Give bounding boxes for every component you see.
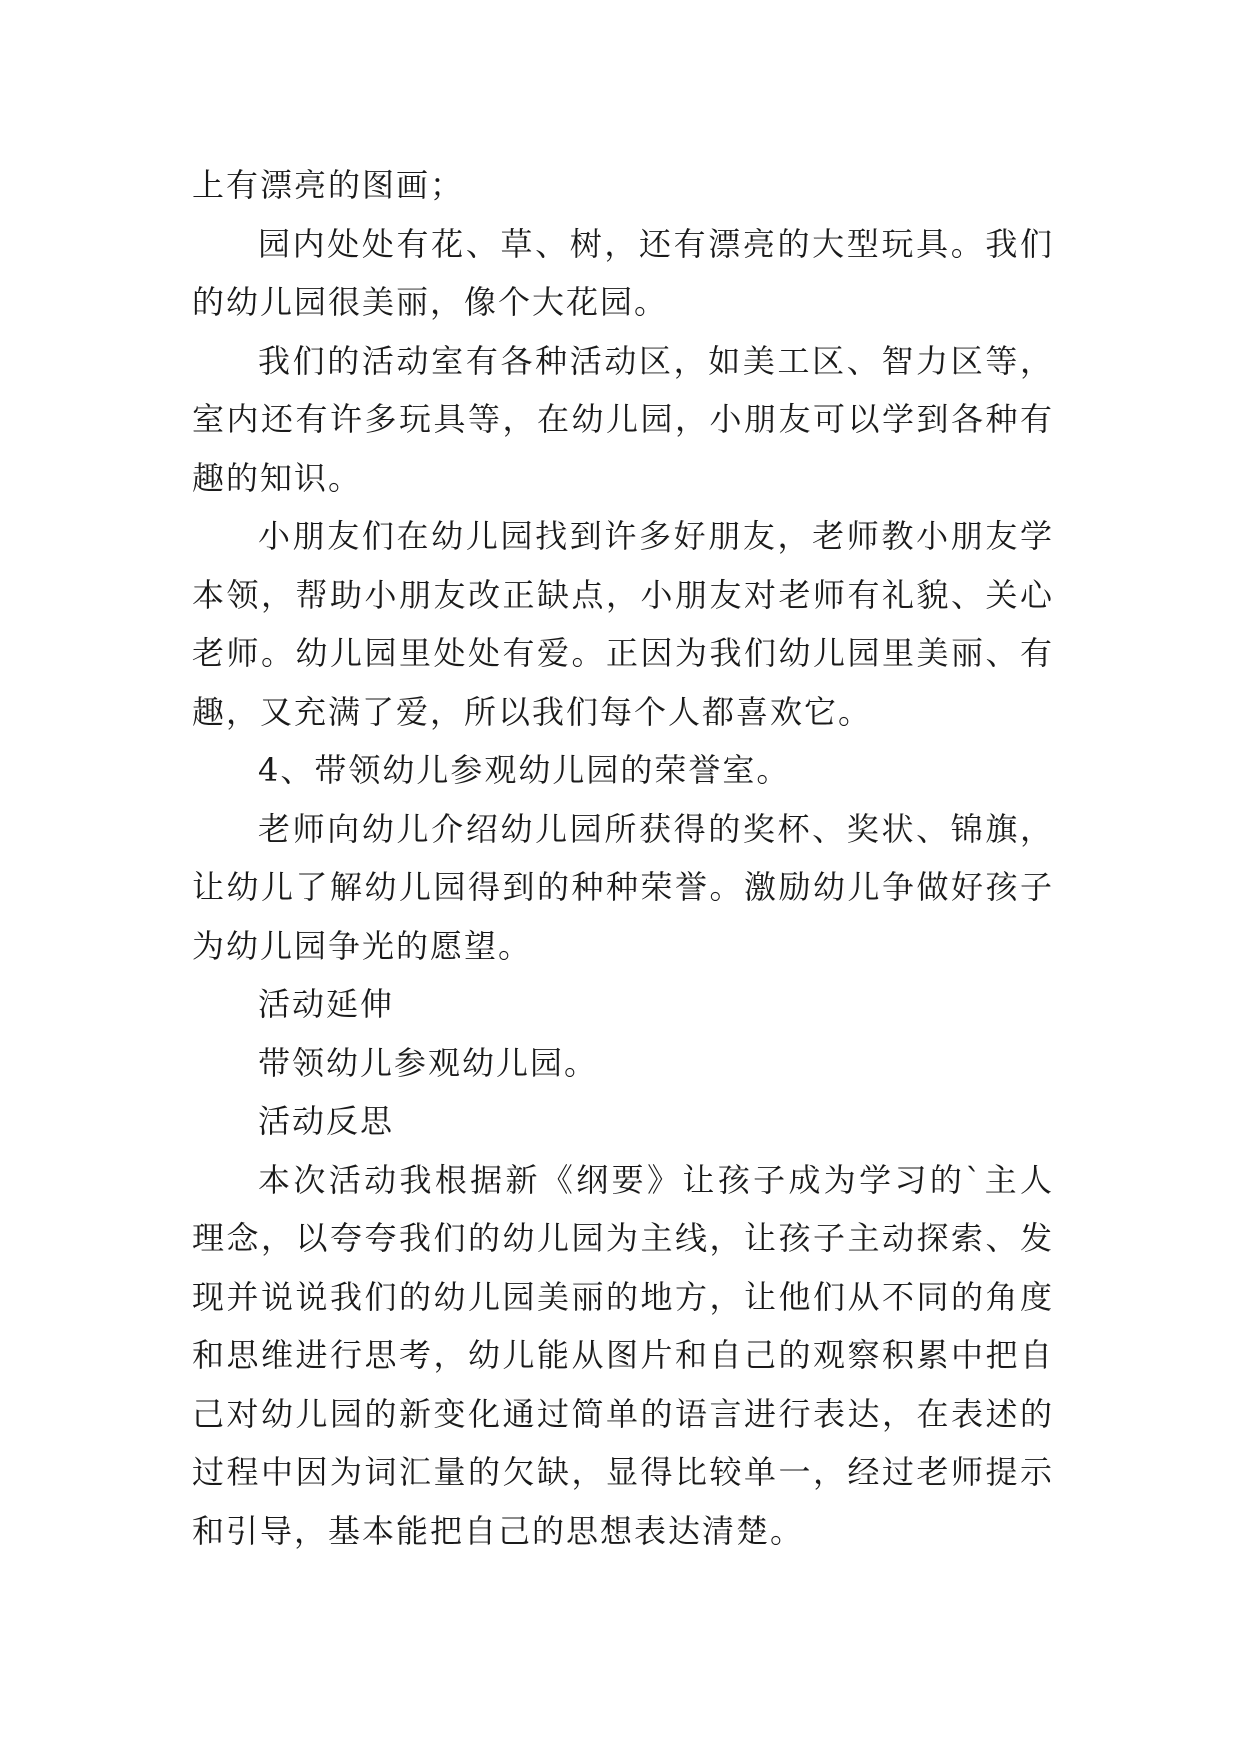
paragraph-extension: 带领幼儿参观幼儿园。 <box>258 1043 599 1082</box>
heading-activity-extension: 活动延伸 <box>258 985 395 1023</box>
heading-activity-reflection: 活动反思 <box>258 1102 395 1140</box>
paragraph-step-4: 4、带领幼儿参观幼儿园的荣誉室。 <box>258 751 791 789</box>
paragraph-reflection: 本次活动我根据新《纲要》让孩子成为学习的`主人理念，以夸夸我们的幼儿园为主线，让孩子主动探索、发现并说说我们的幼儿园美丽的地方，让他们从不同的角度和思维进行思考，幼儿能从图片和自己的观察积累中把自己对幼儿园的新变化通过简单的语言进行表达，在表述的过程中因为词汇量的欠缺，显得比较单一，经过老师提示和引导，基本能把自己的思想表达清楚。 <box>192 1160 1054 1550</box>
paragraph-friends: 小朋友们在幼儿园找到许多好朋友，老师教小朋友学本领，帮助小朋友改正缺点，小朋友对老师有礼貌、关心老师。幼儿园里处处有爱。正因为我们幼儿园里美丽、有趣，又充满了爱，所以我们每个人都喜欢它。 <box>192 517 1054 731</box>
paragraph-activity-room: 我们的活动室有各种活动区，如美工区、智力区等，室内还有许多玩具等，在幼儿园，小朋友可以学到各种有趣的知识。 <box>192 341 1054 497</box>
paragraph-continued: 上有漂亮的图画； <box>192 166 465 204</box>
document-body <box>192 156 1054 1560</box>
paragraph-garden: 园内处处有花、草、树，还有漂亮的大型玩具。我们的幼儿园很美丽，像个大花园。 <box>192 224 1054 321</box>
paragraph-honor-room: 老师向幼儿介绍幼儿园所获得的奖杯、奖状、锦旗，让幼儿了解幼儿园得到的种种荣誉。激励幼儿争做好孩子为幼儿园争光的愿望。 <box>192 809 1054 965</box>
